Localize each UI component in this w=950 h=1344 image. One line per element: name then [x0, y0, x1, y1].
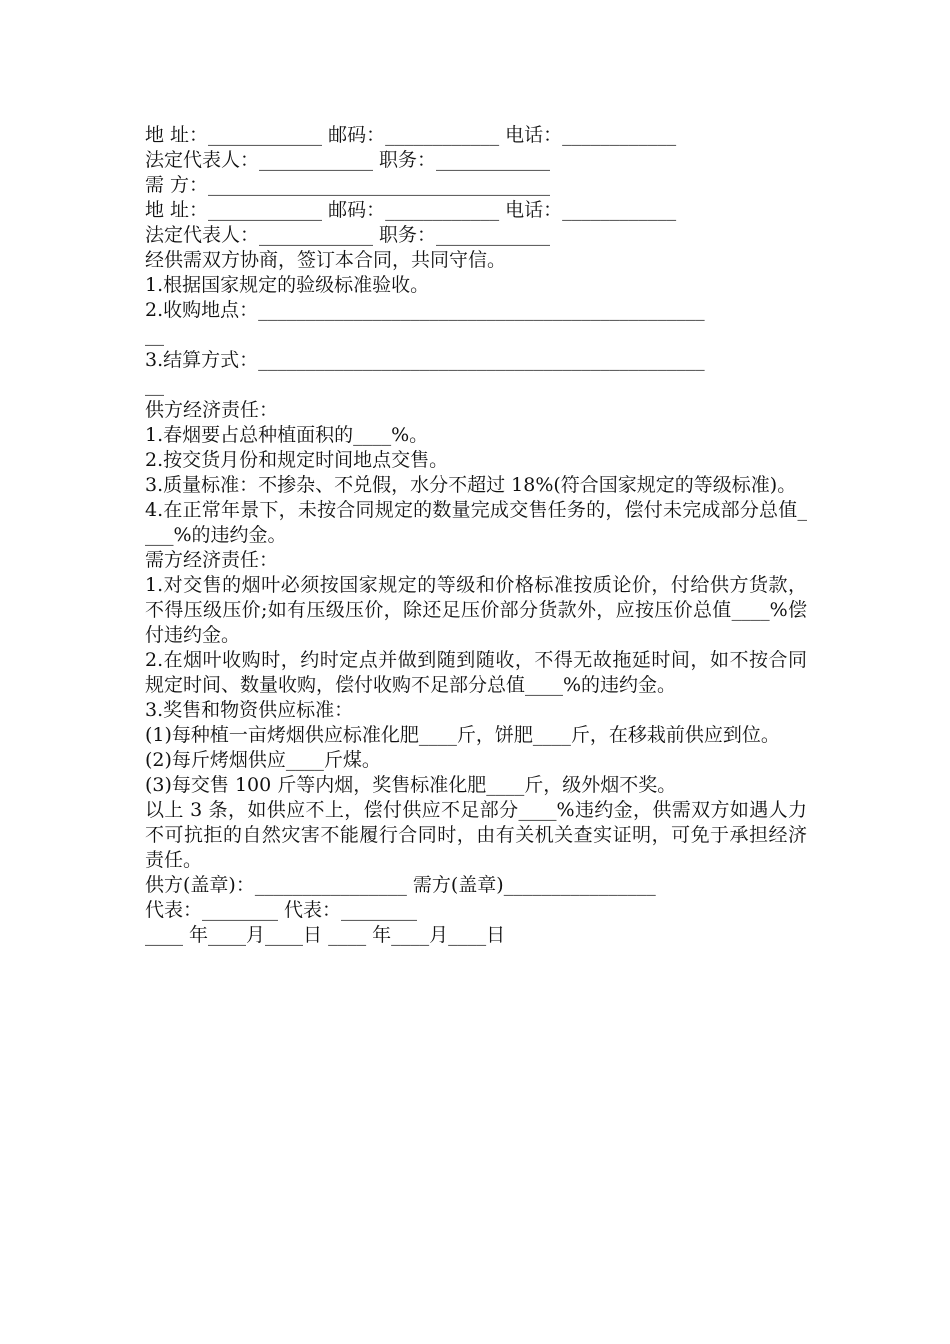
clause-purchase-location: 2.收购地点：_______________________________________________: [145, 299, 705, 321]
supplier-legal-rep-line: 法定代表人：____________ 职务：____________: [145, 149, 551, 171]
clause-settlement-cont: __: [145, 374, 164, 396]
reward-clause-3: (3)每交售 100 斤等内烟，奖售标准化肥____斤，级外烟不奖。: [145, 774, 677, 796]
representative-line: 代表：________ 代表：________: [145, 899, 418, 921]
reward-clause-2: (2)每斤烤烟供应____斤煤。: [145, 749, 381, 771]
contract-body: [145, 123, 807, 948]
date-line: ____ 年____月____日 ____ 年____月____日: [145, 924, 506, 946]
clause-purchase-location-cont: __: [145, 324, 164, 346]
demand-liability-heading: 需方经济责任：: [145, 549, 279, 571]
clause-inspection: 1.根据国家规定的验级标准验收。: [145, 274, 430, 296]
force-majeure-clause: 以上 3 条，如供应不上，偿付供应不足部分____%违约金，供需双方如遇人力不可抗拒的自然灾害不能履行合同时，由有关机关查实证明，可免于承担经济责任。: [145, 799, 807, 871]
seal-line: 供方(盖章)：________________ 需方(盖章)________________: [145, 874, 656, 896]
supplier-clause-3: 3.质量标准：不掺杂、不兑假，水分不超过 18%(符合国家规定的等级标准)。: [145, 474, 797, 496]
demand-clause-2: 2.在烟叶收购时，约时定点并做到随到随收，不得无故拖延时间，如不按合同规定时间、数量收购，偿付收购不足部分总值____%的违约金。: [145, 649, 807, 696]
reward-heading: 3.奖售和物资供应标准：: [145, 699, 354, 721]
agreement-intro: 经供需双方协商，签订本合同，共同守信。: [145, 249, 507, 271]
demand-legal-rep-line: 法定代表人：____________ 职务：____________: [145, 224, 551, 246]
supplier-clause-2: 2.按交货月份和规定时间地点交售。: [145, 449, 449, 471]
demand-party-line: 需 方：____________________________________: [145, 174, 551, 196]
clause-settlement: 3.结算方式：_______________________________________________: [145, 349, 705, 371]
supplier-clause-1: 1.春烟要占总种植面积的____%。: [145, 424, 429, 446]
supplier-clause-4: 4.在正常年景下，未按合同规定的数量完成交售任务的，偿付未完成部分总值____%的违约金。: [145, 499, 807, 546]
demand-address-line: 地 址：____________ 邮码：____________ 电话：____________: [145, 199, 677, 221]
reward-clause-1: (1)每种植一亩烤烟供应标准化肥____斤，饼肥____斤，在移栽前供应到位。: [145, 724, 780, 746]
supplier-address-line: 地 址：____________ 邮码：____________ 电话：____________: [145, 124, 677, 146]
supplier-liability-heading: 供方经济责任：: [145, 399, 279, 421]
demand-clause-1: 1.对交售的烟叶必须按国家规定的等级和价格标准按质论价，付给供方货款，不得压级压价;如有压级压价，除还足压价部分货款外，应按压价总值____%偿付违约金。: [145, 574, 807, 646]
